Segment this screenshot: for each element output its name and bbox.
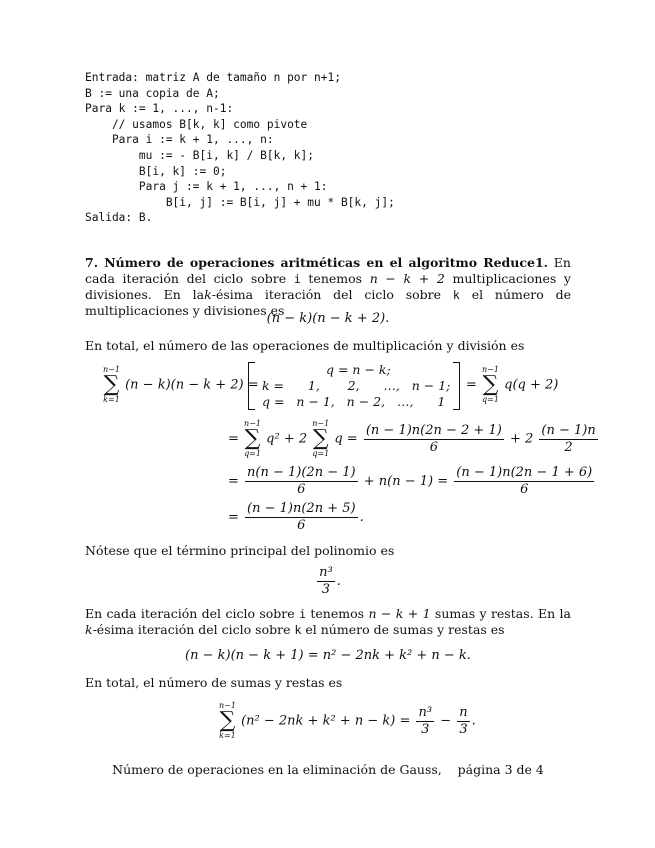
period: . [336,574,341,589]
equation-sumas-per-iteration: (n − k)(n − k + 1) = n² − 2nk + k² + n − k. [185,648,471,663]
sum-lower-limit: k=1 [219,731,236,740]
derivation-line-3 [228,466,596,497]
code-line: Entrada: matriz A de tamaño n por n+1; [85,71,341,84]
page-footer: Número de operaciones en la eliminación de Gauss, página 3 de 4 [112,762,544,777]
code-line: Para k := 1, ..., n-1: [85,102,234,116]
numerator: n [459,704,468,720]
var-i: i [293,272,301,286]
code-line: Salida: B. [85,211,153,225]
equals-sign: = [228,510,239,525]
paragraph-text: el número de multiplicaciones y divisiones es [85,287,572,318]
equation-mult-per-iteration: (n − k)(n − k + 2). [266,311,390,326]
sumas-paragraph [85,606,571,638]
code-line: Para j := k + 1, ..., n + 1: [85,180,328,194]
paragraph-text: el número de sumas y restas es [305,622,505,637]
var-k-code: k [452,288,460,302]
matrix-row-1: q = n − k; [326,362,391,377]
equals-sign: = [228,431,239,447]
denominator: 6 [429,439,438,455]
numerator: n(n − 1)(2n − 1) [247,465,356,480]
term: + n(n − 1) = [363,474,449,489]
sum-lower-limit: q=1 [482,395,499,404]
numerator: (n − 1)n [541,422,596,438]
period: . [359,510,364,525]
sigma-icon: ∑ [482,372,499,397]
substitution-matrix [248,362,460,410]
matrix-row-2: k = 1, 2, …, n − 1; [262,378,451,393]
sum-symbol [103,366,120,404]
paragraph-text: tenemos [310,606,365,621]
sum-upper-limit: n−1 [219,701,236,710]
leading-term-sentence [85,543,571,559]
paragraph-text: tenemos [308,271,363,286]
denominator: 6 [297,518,306,533]
fraction [364,424,504,455]
numerator: n³ [418,704,433,720]
paragraph-text: En total, el número de las operaciones de multiplicación y división es [85,338,525,353]
pseudocode-block [85,70,395,226]
sum-symbol [219,702,236,740]
section-7-paragraph [85,255,571,319]
numerator: (n − 1)n(2n + 5) [247,501,356,516]
minus-sign: − [440,713,452,729]
sum-lower-limit: q=1 [312,449,330,458]
left-bracket [248,362,255,410]
sigma-icon: ∑ [312,426,329,451]
fraction [539,424,597,455]
sum-upper-limit: n−1 [482,365,499,374]
term: q = [334,431,358,447]
term: q² + 2 [266,431,308,447]
sum-symbol [312,420,329,458]
sum-upper-limit: n−1 [244,419,261,428]
derivation-line-1 [102,366,259,404]
section-title: 7. Número de operaciones aritméticas en el algoritmo Reduce1. [85,255,548,270]
sum-body: (n² − 2nk + k² + n − k) = [241,713,411,729]
fraction [245,466,358,497]
equals-sign: = [228,474,239,489]
sigma-icon: ∑ [103,372,120,397]
denominator: 2 [564,439,573,455]
var-i: i [299,607,306,621]
sum-upper-limit: n−1 [103,365,120,374]
total-sumas-sentence [85,675,571,691]
final-sum-equation [218,702,476,740]
paragraph-text: En cada iteración del ciclo sobre [85,606,295,621]
sigma-icon: ∑ [219,708,236,733]
sum-lower-limit: k=1 [103,395,120,404]
paragraph-text: Nótese que el término principal del polinomio es [85,543,395,558]
code-line: mu := - B[i, k] / B[k, k]; [85,148,315,162]
matrix-row-3: q = n − 1, n − 2, …, 1 [262,394,446,409]
fraction [416,706,434,737]
sum-upper-limit: n−1 [312,419,330,428]
derivation-line-1-rhs [466,366,558,404]
var-k: k [204,287,212,302]
paragraph-text: sumas y restas. En la [434,606,571,621]
denominator: 3 [459,721,468,737]
denominator: 6 [520,482,529,497]
fraction [457,706,469,737]
paragraph-text: multiplicaciones y divisiones. En la [85,271,571,302]
inline-expression: n − k + 2 [369,271,445,286]
derivation-line-4 [228,502,364,533]
sum-symbol [244,420,261,458]
fraction [454,466,594,497]
code-line: B := una copia de A; [85,86,220,100]
numerator: n³ [319,565,333,580]
inline-expression: n − k + 1 [368,606,431,621]
total-mult-sentence [85,338,571,354]
code-line: B[i, k] := 0; [85,164,227,178]
numerator: (n − 1)n(2n − 1 + 6) [456,465,593,480]
numerator: (n − 1)n(2n − 2 + 1) [365,422,502,438]
var-k-code: k [294,623,302,637]
denominator: 3 [321,582,331,597]
derivation-line-2 [228,420,600,458]
term: + 2 [509,431,534,447]
right-bracket [453,362,460,410]
sum-lower-limit: q=1 [244,449,261,458]
code-line: B[i, j] := B[i, j] + mu * B[k, j]; [85,195,395,209]
fraction [245,502,358,533]
paragraph-text: -ésima iteración del ciclo sobre [211,287,442,302]
period: . [471,713,476,729]
lhs-expression: (n − k)(n − k + 2) = [125,377,259,393]
paragraph-text: -ésima iteración del ciclo sobre [92,622,291,637]
code-line: Para i := k + 1, ..., n: [85,133,274,147]
fraction [317,566,335,597]
sigma-icon: ∑ [244,426,261,451]
var-k: k [85,622,93,637]
sum-symbol [482,366,499,404]
rhs-expression: q(q + 2) [504,377,559,393]
denominator: 6 [297,482,306,497]
equals-sign: = [466,377,482,393]
paragraph-text: En total, el número de sumas y restas es [85,675,343,690]
denominator: 3 [421,721,430,737]
paragraph-text: En cada iteración del ciclo sobre [85,255,571,286]
code-line: // usamos B[k, k] como pivote [85,117,308,131]
leading-term-equation [85,566,571,597]
